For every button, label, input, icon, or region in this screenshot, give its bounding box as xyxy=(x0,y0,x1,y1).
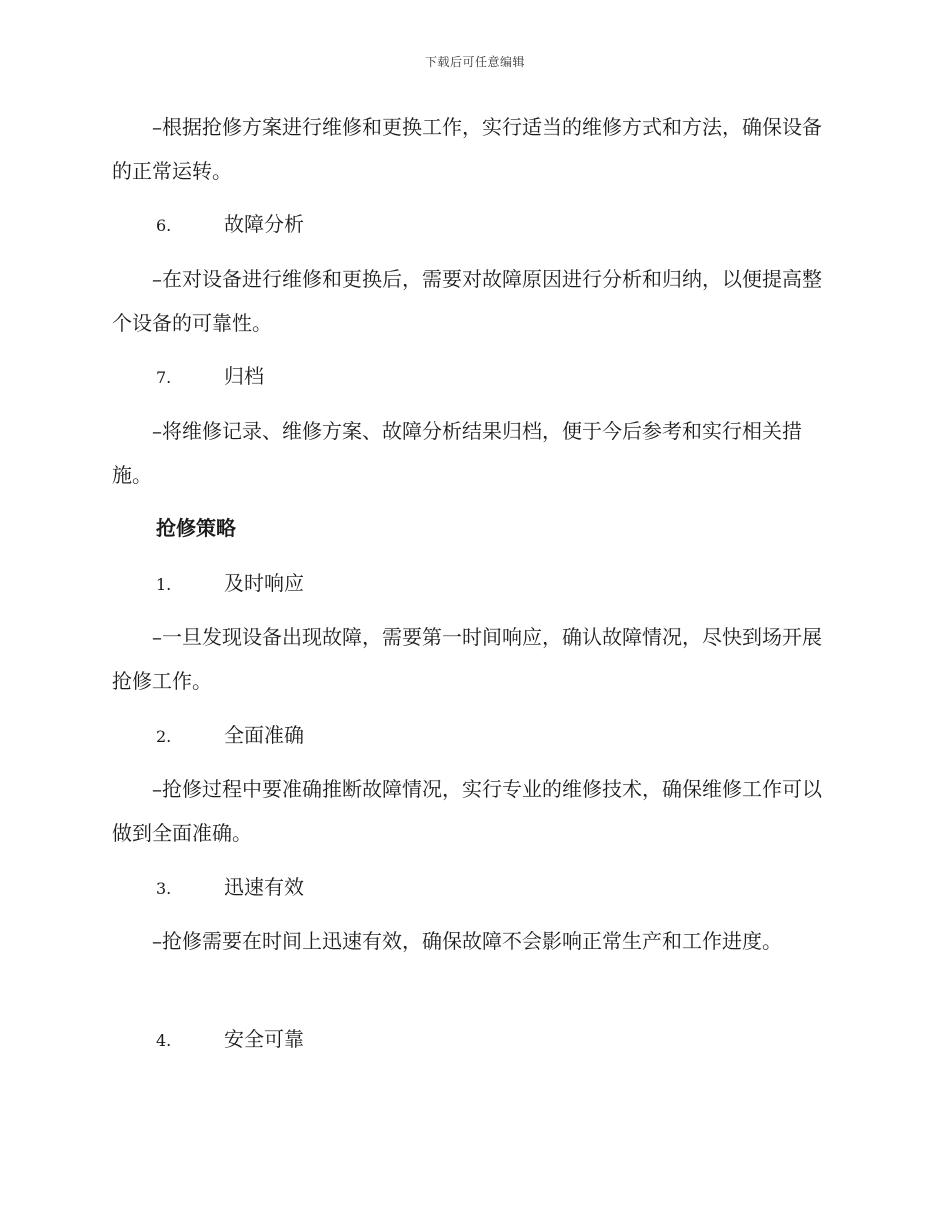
paragraph-comprehensive-accurate: –抢修过程中要准确推断故障情况，实行专业的维修技术，确保维修工作可以做到全面准确。 xyxy=(112,777,822,845)
list-number: 4. xyxy=(156,1031,172,1050)
list-number: 3. xyxy=(156,879,172,898)
list-label: 迅速有效 xyxy=(224,875,304,899)
paragraph-fault-analysis: –在对设备进行维修和更换后，需要对故障原因进行分析和归纳，以便提高整个设备的可靠性。 xyxy=(112,267,822,335)
page-header: 下载后可任意编辑 xyxy=(424,55,525,69)
paragraph-timely-response: –一旦发现设备出现故障，需要第一时间响应，确认故障情况，尽快到场开展抢修工作。 xyxy=(112,625,822,693)
paragraph-archive: –将维修记录、维修方案、故障分析结果归档，便于今后参考和实行相关措施。 xyxy=(112,419,802,487)
list-item-timely-response xyxy=(156,561,304,605)
list-label: 全面准确 xyxy=(224,723,304,747)
list-item-comprehensive-accurate xyxy=(156,713,304,757)
list-label: 故障分析 xyxy=(224,212,304,236)
list-label: 安全可靠 xyxy=(224,1027,304,1051)
list-item-fast-effective xyxy=(156,865,304,909)
list-label: 归档 xyxy=(224,364,264,388)
list-number: 6. xyxy=(156,216,172,235)
section-heading: 抢修策略 xyxy=(156,516,236,540)
list-label: 及时响应 xyxy=(224,571,304,595)
list-number: 7. xyxy=(156,368,172,387)
list-number: 1. xyxy=(156,575,172,594)
list-item-archive xyxy=(156,354,264,398)
list-item-safe-reliable xyxy=(156,1017,304,1061)
paragraph-fast-effective: –抢修需要在时间上迅速有效，确保故障不会影响正常生产和工作进度。 xyxy=(152,929,782,953)
paragraph-repair-work: –根据抢修方案进行维修和更换工作，实行适当的维修方式和方法，确保设备的正常运转。 xyxy=(112,115,822,183)
list-number: 2. xyxy=(156,727,172,746)
list-item-fault-analysis xyxy=(156,202,304,246)
